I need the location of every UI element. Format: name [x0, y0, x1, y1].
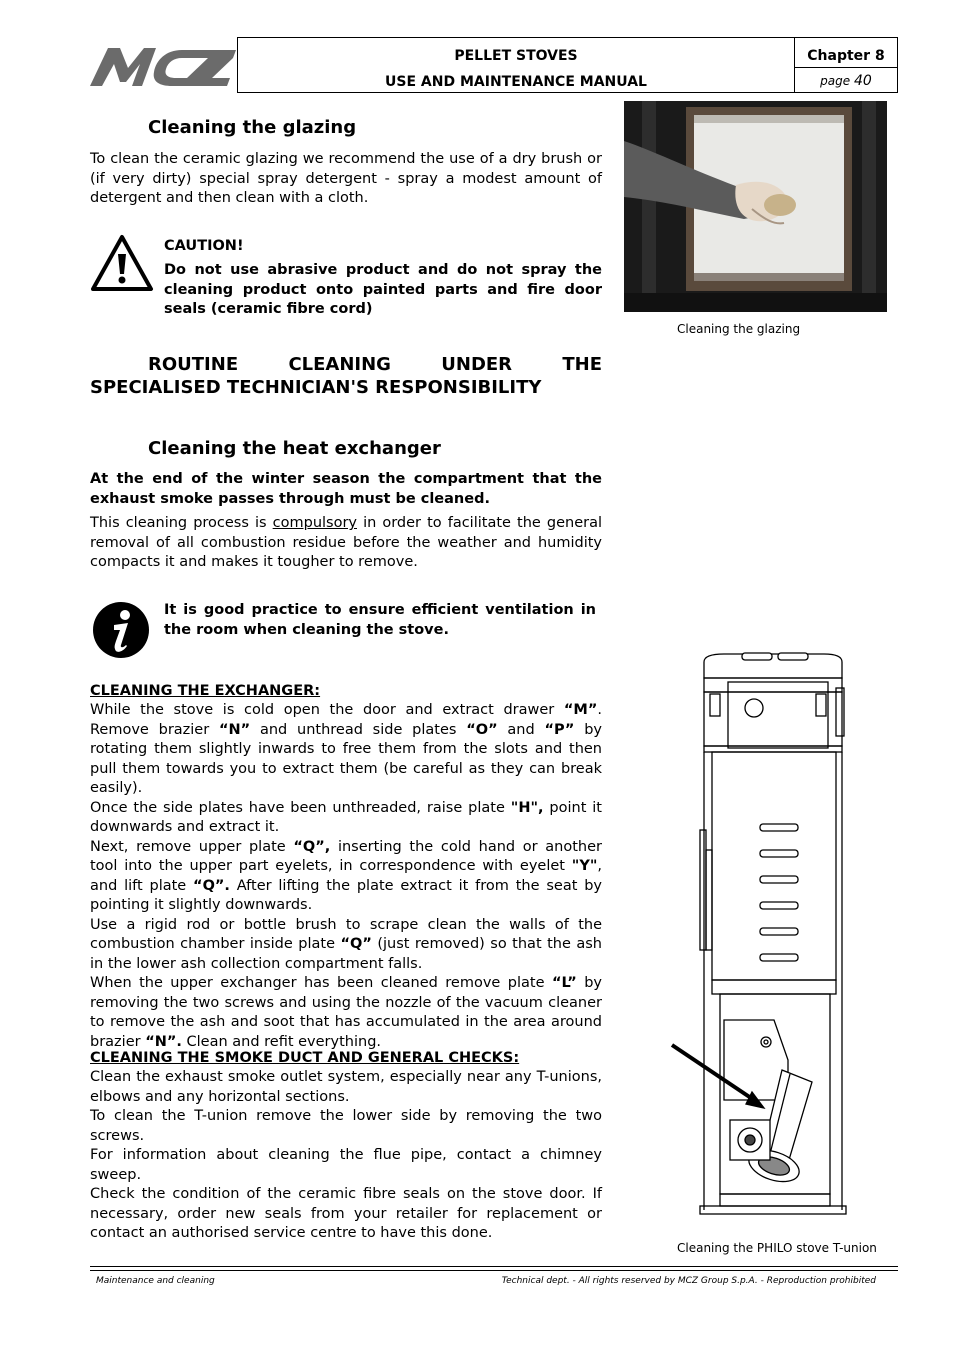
mcz-logo: [90, 42, 236, 90]
glazing-photo: [624, 101, 887, 312]
glazing-body: To clean the ceramic glazing we recommend the use of a dry brush or (if very dirty) special spray detergent - spray a modest amount of detergent and then clean with a cloth.: [90, 151, 602, 206]
chapter-label: Chapter 8: [807, 48, 885, 64]
exchanger-steps: [90, 701, 602, 1052]
caution-title: CAUTION!: [164, 238, 244, 254]
exchanger-intro: At the end of the winter season the compartment that the exhaust smoke passes through must be cleaned.: [90, 471, 602, 507]
stove-diagram: [664, 650, 878, 1220]
footer-left: Maintenance and cleaning: [96, 1276, 215, 1286]
footer-rule-bottom: [90, 1270, 898, 1271]
warning-icon: [90, 234, 154, 296]
header-title-line2: USE AND MAINTENANCE MANUAL: [385, 74, 647, 90]
exchanger-section-title: CLEANING THE EXCHANGER:: [90, 683, 321, 699]
diagram-caption: Cleaning the PHILO stove T-union: [677, 1241, 877, 1255]
info-text: It is good practice to ensure efficient ventilation in the room when cleaning the stove.: [164, 602, 596, 638]
info-icon: [92, 601, 150, 663]
step-3: Next, remove upper plate “Q”, inserting the cold hand or another tool into the upper part eyelets, in correspondence with eyelet "Y", and lift plate “Q”. After lifting the plate extract it from the seat by pointing it slightly downwards.: [90, 838, 602, 913]
step-2: Once the side plates have been unthreaded, raise plate "H", point it downwards and extract it.: [90, 799, 602, 835]
page-number: page 40: [820, 73, 872, 89]
exchanger-paragraph: This cleaning process is compulsory in order to facilitate the general removal of all combustion residue before the weather and humidity compacts it and makes it tougher to remove.: [90, 515, 602, 570]
glazing-heading: Cleaning the glazing: [148, 117, 357, 138]
footer-right: Technical dept. - All rights reserved by MCZ Group S.p.A. - Reproduction prohibited: [501, 1276, 876, 1286]
header-title-box: [237, 37, 795, 93]
glazing-photo-caption: Cleaning the glazing: [677, 322, 801, 336]
routine-heading: ROUTINE CLEANING UNDER THE SPECIALISED TECHNICIAN'S RESPONSIBILITY: [90, 354, 602, 398]
footer-rule-top: [90, 1266, 898, 1267]
chapter-box: [794, 37, 898, 93]
exchanger-heading: Cleaning the heat exchanger: [148, 438, 441, 459]
step-1: While the stove is cold open the door and extract drawer “M”. Remove brazier “N” and unthread side plates “O” and “P” by rotating them slightly inwards to free them from the slots and then pull them towards you to extract them (be careful as they can break easily).: [90, 702, 602, 796]
smoke-section-title: CLEANING THE SMOKE DUCT AND GENERAL CHECKS:: [90, 1050, 520, 1066]
step-5: When the upper exchanger has been cleaned remove plate “L” by removing the two screws and using the nozzle of the vacuum cleaner to remove the ash and soot that has accumulated in the area around brazier “N”. Clean and refit everything.: [90, 975, 602, 1050]
step-4: Use a rigid rod or bottle brush to scrape clean the walls of the combustion chamber inside plate “Q” (just removed) so that the ash in the lower ash collection compartment falls.: [90, 916, 602, 972]
caution-text: Do not use abrasive product and do not spray the cleaning product onto painted parts and fire door seals (ceramic fibre cord): [164, 262, 602, 317]
header-title-line1: PELLET STOVES: [454, 48, 578, 64]
smoke-steps: Clean the exhaust smoke outlet system, especially near any T-unions, elbows and any horizontal sections. To clean the T-union remove the lower side by removing the two screws. For information about cleaning the flue pipe, contact a chimney sweep. Check the condition of the ceramic fibre seals on the stove door. If necessary, order new seals from your retailer for replacement or contact an authorised service centre to have this done.: [90, 1069, 602, 1241]
